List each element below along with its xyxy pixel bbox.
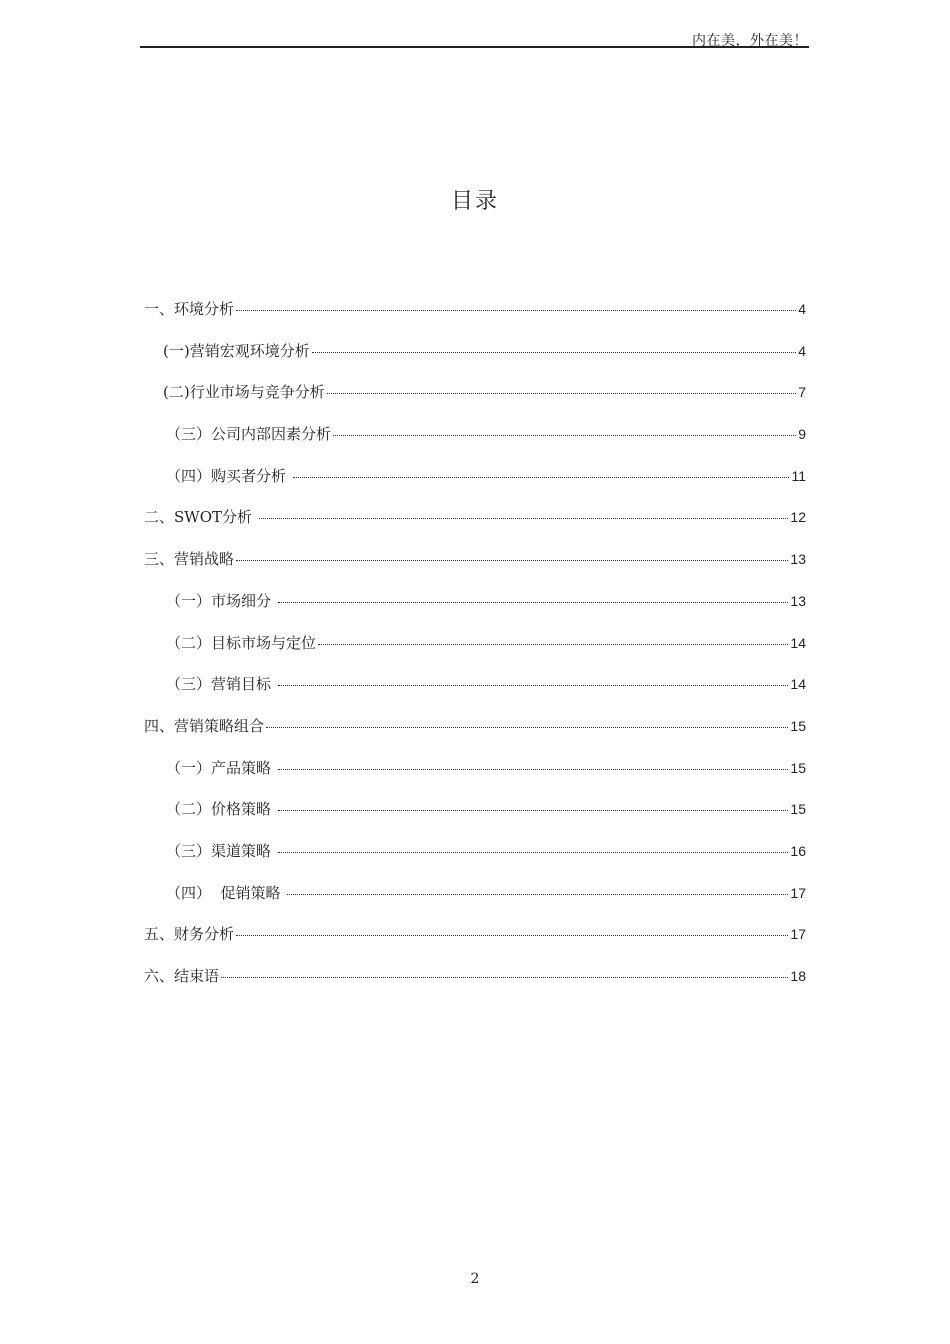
toc-entry-label: 二、SWOT分析 — [144, 508, 257, 527]
toc-entry-label: （四）购买者分析 — [166, 466, 291, 485]
toc-entry-label: （三）渠道策略 — [166, 841, 276, 860]
toc-dot-leader — [236, 310, 796, 311]
toc-title: 目录 — [450, 189, 499, 214]
toc-dot-leader — [318, 644, 788, 645]
toc-entry-label: （三）营销目标 — [166, 675, 276, 694]
running-header: 内在美，外在美！ — [692, 33, 808, 49]
toc-entry-page: 17 — [790, 926, 806, 943]
toc-entry-label: （二）价格策略 — [166, 800, 276, 819]
toc-entry-page: 7 — [798, 384, 806, 401]
toc-dot-leader — [266, 727, 788, 728]
toc-entry-page: 15 — [790, 801, 806, 818]
toc-entry-label: 四、营销策略组合 — [144, 716, 265, 735]
toc-entry-page: 14 — [790, 634, 806, 651]
toc-dot-leader — [287, 894, 788, 895]
toc-entry[interactable] — [144, 340, 806, 382]
toc-entry-label: 六、结束语 — [144, 967, 220, 985]
toc-entry-page: 18 — [790, 968, 806, 984]
toc-entry-page: 4 — [798, 301, 806, 317]
toc-entry[interactable] — [144, 506, 806, 548]
toc-dot-leader — [278, 852, 789, 853]
toc-dot-leader — [278, 810, 789, 811]
toc-entry-label: 五、财务分析 — [144, 925, 235, 944]
toc-entry-label: 一、环境分析 — [144, 300, 235, 318]
toc-entry[interactable] — [144, 965, 806, 1007]
toc-dot-leader — [259, 518, 789, 519]
toc-entry[interactable] — [144, 673, 806, 715]
toc-entry-label: （四） 促销策略 — [166, 883, 286, 902]
toc-dot-leader — [236, 560, 788, 561]
toc-entry-page: 16 — [790, 842, 806, 859]
toc-entry[interactable] — [144, 381, 806, 423]
toc-dot-leader — [333, 435, 796, 436]
page-number: 2 — [470, 1271, 480, 1287]
toc-entry-label: (一)营销宏观环境分析 — [163, 341, 310, 360]
toc-entry-label: 三、营销战略 — [144, 550, 235, 569]
toc-entry[interactable] — [144, 590, 806, 632]
toc-entry[interactable] — [144, 757, 806, 799]
toc-dot-leader — [312, 352, 796, 353]
toc-entry[interactable] — [144, 840, 806, 882]
toc-entry[interactable] — [144, 882, 806, 924]
table-of-contents — [144, 298, 806, 1007]
toc-entry-page: 14 — [790, 676, 806, 693]
toc-dot-leader — [278, 769, 789, 770]
toc-dot-leader — [293, 477, 790, 478]
toc-entry[interactable] — [144, 465, 806, 507]
toc-entry[interactable] — [144, 548, 806, 590]
toc-entry-page: 4 — [798, 342, 806, 359]
toc-entry[interactable] — [144, 423, 806, 465]
toc-entry[interactable] — [144, 632, 806, 674]
toc-dot-leader — [278, 602, 789, 603]
toc-entry[interactable] — [144, 798, 806, 840]
toc-entry-page: 12 — [790, 509, 806, 526]
toc-dot-leader — [236, 935, 788, 936]
toc-entry[interactable] — [144, 298, 806, 340]
toc-entry-page: 17 — [790, 884, 806, 901]
toc-entry-page: 13 — [790, 592, 806, 609]
toc-entry-page: 9 — [798, 426, 806, 443]
toc-dot-leader — [221, 977, 788, 978]
toc-dot-leader — [278, 685, 789, 686]
toc-entry-label: (二)行业市场与竞争分析 — [163, 383, 325, 402]
header-rule — [140, 46, 809, 48]
toc-entry[interactable] — [144, 923, 806, 965]
toc-entry[interactable] — [144, 715, 806, 757]
toc-entry-page: 15 — [790, 759, 806, 776]
toc-entry-label: （三）公司内部因素分析 — [166, 425, 332, 444]
toc-entry-page: 11 — [791, 467, 806, 484]
toc-entry-label: （二）目标市场与定位 — [166, 633, 317, 652]
toc-entry-label: （一）产品策略 — [166, 758, 276, 777]
toc-entry-page: 15 — [790, 717, 806, 734]
toc-entry-label: （一）市场细分 — [166, 591, 276, 610]
toc-entry-page: 13 — [790, 551, 806, 568]
toc-dot-leader — [327, 393, 796, 394]
